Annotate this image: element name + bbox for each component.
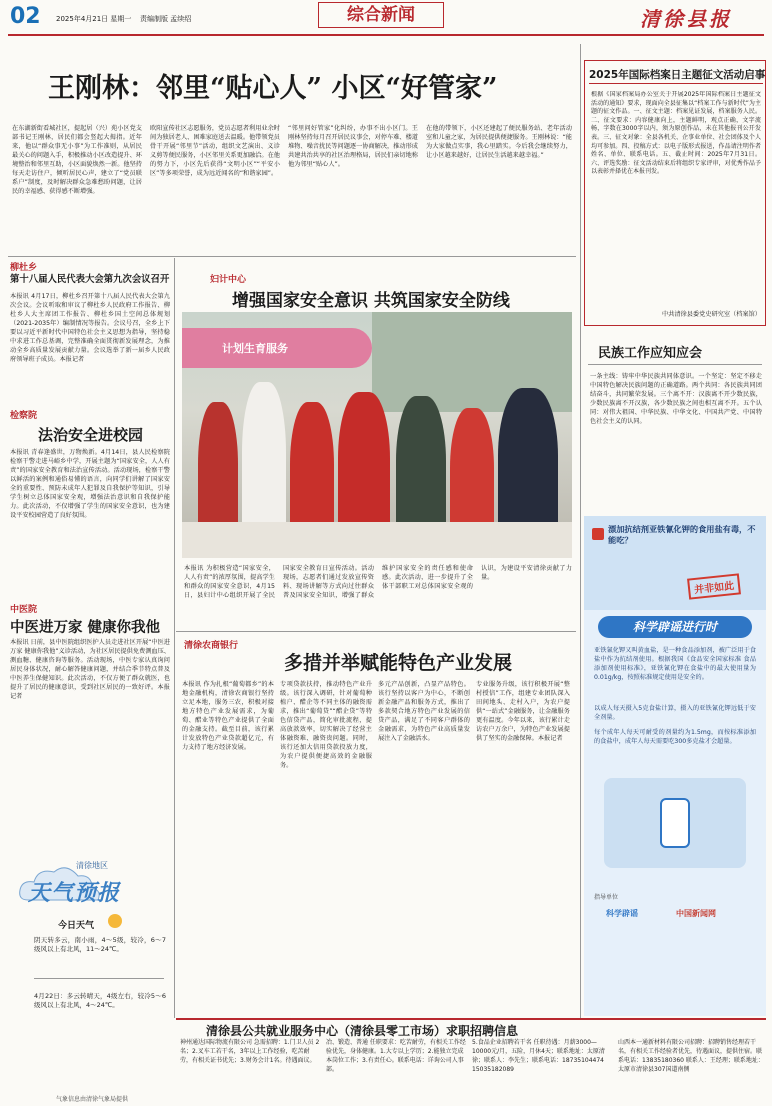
rural-bank-col-3: 多元产品创新，凸显产品特色。该行坚持以客户为中心，不断创新金融产品和服务方式，推出了多款契合地方特色产业发展的信贷产品，满足了不同客户群体的金融需求，为特色产业高质量发展注入了金融活水。 (378, 681, 470, 742)
lead-headline: 王刚林：邻里“贴心人” 小区“好管家” (48, 73, 498, 104)
weather-today-text: 阴天转多云，南小雨，4～5级，较冷，6～7级风以上有北风，11～24℃。 (34, 936, 166, 953)
procuratorate-tag: 检察院 (10, 411, 38, 421)
essay-notice-title: 2025年国际档案日主题征文活动启事 (589, 69, 766, 81)
lead-col-2: 欧阳宣传社区志愿服务，党员志愿者利用业余时间为独居老人、困难家庭送去温暖。他带领党员骨干开展“邻里节”活动，组织文艺演出、义诊义剪等便民服务，小区邻里关系更加融洽。在他的努力下，小区先后获得“文明小区”“平安小区”等多项荣誉，成为远近闻名的“和谐家园”。 (150, 125, 280, 177)
ad-banner-text: 科学辟谣进行时 (632, 620, 717, 634)
ad-header (584, 516, 766, 610)
weather-region: 清徐地区 (76, 861, 108, 870)
page-number: 02 (10, 4, 41, 29)
paper-logo: 清徐县报 (640, 7, 732, 31)
lead-divider (8, 256, 576, 257)
notice-title-underline (589, 83, 763, 84)
liudu-tag: 柳杜乡 (10, 263, 38, 273)
ad-stamp: 并非如此 (687, 573, 741, 599)
masthead-divider (8, 34, 764, 36)
lead-story (8, 44, 576, 256)
photo-banner (182, 328, 372, 368)
photo-banner-text: 计划生育服务 (222, 342, 288, 355)
salt-jar-icon (660, 798, 690, 848)
lead-col-4: 在他的带领下，小区还建起了便民服务站、老年活动室和儿童之家，为居民提供便捷服务。王刚林说：“能为大家做点实事，我心里踏实。今后我会继续努力，让小区越来越好，让居民生活越来越幸福。” (426, 125, 572, 159)
issue-date: 2025年4月21日 星期一 (56, 15, 132, 23)
rural-bank-col-1: 本报讯 作为扎根“葡萄都乡”的本地金融机构，清徐农商银行坚持立足本地，服务三农，积极对接地方特色产业发展需求，为葡萄、醋业等特色产业提供了全面的金融支持。截至目前，该行累计发放特色产业贷款超亿元，有力支持了地方经济发展。 (182, 681, 274, 751)
ad-body: 亚铁氰化钾又叫黄血盐，是一种食品添加剂，被广泛用于食盐中作为抗结剂使用。根据我国《食品安全国家标准 食品添加剂使用标准》，亚铁氰化钾在食盐中的最大使用量为0.01g/kg，按照标准规定使用是安全的。 (594, 647, 756, 681)
weather-source: 气象信息由清徐气象局提供 (56, 1096, 129, 1103)
tcm-headline: 中医进万家 健康你我他 (10, 620, 161, 636)
jobs-col-2: 冶、锻造、普通 任职要求：吃苦耐劳，有相关工作经验优先，身体健康。1.大专以上学历；2.能独立完成本岗位工作；3.有责任心。联系电话：详询公司人事部。 (326, 1039, 466, 1073)
ad-logo-1: 科学辟谣 (606, 909, 638, 918)
ad-highlight: 每个成年人每天可耐受的剂量约为1.5mg，而按标准添加的食盐中，成年人每天需要吃300多克盐才会超量。 (594, 729, 756, 745)
ad-banner (598, 616, 752, 638)
jobs-col-4: 山西本一通新材料有限公司招聘：招聘销售经理若干名，有相关工作经验者优先，待遇面议，提供住宿。联系电话：13835180360 联系人：王经理；联系地址：太原市清徐县307国道南侧 (618, 1039, 764, 1073)
ethnic-work-body: 一条主线：铸牢中华民族共同体意识。一个坚定：坚定不移走中国特色解决民族问题的正确道路。两个共同：各民族共同团结奋斗，共同繁荣发展。三个离不开：汉族离不开少数民族，少数民族离不开汉族，各少数民族之间也相互离不开。五个认同：对伟大祖国、中华民族、中华文化、中国共产党、中国特色社会主义的认同。 (590, 373, 762, 425)
jobs-col-3: 5.食品企业招聘若干名 任职待遇：月薪3000—10000元/月，五险，月休4天；联系地址：太原清徐；联系人：李先生；联系电话：18735104474 15035182089 (472, 1039, 605, 1073)
rural-bank-story (176, 634, 576, 1026)
section-title-text: 综合新闻 (347, 5, 415, 25)
procuratorate-body: 本报讯 青春逢盛世，万物焕新。4月14日，县人民检察院检察干警走进马峪乡中学，开展主题为“国家安全，人人有责”的国家安全教育和法治宣传活动。活动现场，检察干警以鲜活的案例和通俗易懂的语言，向同学们讲解了国家安全的重要性、预防未成年人犯罪及自我保护等知识，引导学生树立总体国家安全观，增强法治意识和自我保护能力。此次活动，不仅增强了学生的国家安全意识，也为建设平安校园营造了良好氛围。 (10, 449, 170, 519)
rural-bank-col-2: 专项贷款扶持，推动特色产业升级。该行深入调研，针对葡萄种植户、醋企等不同主体的融资需求，推出“葡萄贷”“醋企贷”等特色信贷产品，简化审批流程，提高放款效率，切实解决了经营主体融资难、融资贵问题。同时，该行还加大信用贷款投放力度，为农户提供便捷高效的金融服务。 (280, 681, 372, 769)
weather-box (8, 850, 172, 1106)
ad-footer-label: 指导单位 (594, 894, 619, 901)
essay-notice-signature: 中共清徐县委党史研究室（档案馆） (662, 311, 761, 318)
jobs-title: 清徐县公共就业服务中心（清徐县零工市场）求职招聘信息 (206, 1024, 519, 1038)
masthead (0, 0, 772, 36)
rural-bank-headline: 多措并举赋能特色产业发展 (284, 652, 513, 674)
science-ad (584, 516, 766, 1016)
weather-today-label: 今日天气 (58, 921, 95, 931)
jobs-top-rule (176, 1018, 766, 1020)
photo-table (182, 522, 572, 558)
tcm-hospital-tag: 中医院 (10, 605, 38, 615)
women-center-tag: 妇计中心 (210, 275, 247, 285)
event-photo (182, 312, 572, 558)
lead-col-3: “邻里问好管家”化纠纷，办事不出小区门。王刚林坚持每月召开居民议事会，对停车难、楼道堆物、噪音扰民等问题逐一协商解决，推动形成共建共治共享的社区治理格局，居民们亲切地称他为邻里“贴心人”。 (288, 125, 418, 168)
ethnic-work-box (584, 334, 766, 510)
weather-tomorrow-text: 4月22日：多云转晴天，4级左右，较冷5～6级风以上有北风，4～24℃。 (34, 992, 166, 1009)
ad-illustration (604, 778, 746, 868)
warning-icon (592, 528, 604, 540)
liudu-body: 本报讯 4月17日，柳杜乡召开第十八届人民代表大会第九次会议。会议听取和审议了柳杜乡人民政府工作报告、柳杜乡人大主席团工作报告、柳杜乡国土空间总体规划（2021-2035年）编制情况等报告。会议号召，全乡上下要以习近平新时代中国特色社会主义思想为指导，坚持稳中求进工作总基调，完整准确全面贯彻新发展理念，为推动全乡高质量发展贡献力量。会议选举了新一届乡人民政府领导班子成员。本报记者 (10, 293, 170, 363)
women-divider (176, 631, 576, 632)
rural-bank-tag: 清徐农商银行 (184, 641, 239, 651)
ethnic-title-rule (588, 364, 762, 365)
jobs-col-1: 神州通达国际物流有限公司 急需招聘：1.门卫人员 2名；2.叉车工若干名，3年以上工作经验，吃苦耐劳，有相关证书优先；3.财务会计1名。待遇面议。 (180, 1039, 320, 1064)
ethnic-work-title: 民族工作应知应会 (598, 346, 703, 361)
women-center-story (176, 258, 576, 630)
essay-notice (584, 60, 766, 326)
lead-col-1: 在东湖新街看城社区，提起居（兴）苑小区党支部书记王刚林，居民们都会竖起大拇指。近年来，他以“群众事无小事”为工作准则，从居民最关心的问题入手，积极推动小区改造提升、环境整治和邻里互助，小区面貌焕然一新。他坚持每天走访住户，倾听居民心声，建立了“党员联系户”制度，及时解决群众急难愁盼问题，让居民的幸福感、获得感不断增强。 (12, 125, 142, 195)
ad-logo-2: 中国新闻网 (676, 909, 716, 918)
left-column (8, 258, 172, 868)
weather-divider (34, 978, 164, 979)
editor-credit: 责编制版 孟续绍 (140, 15, 192, 23)
right-col-divider (580, 44, 581, 1018)
rural-bank-col-4: 专业服务升级，该行积极开展“整村授信”工作，组建专业团队深入田间地头、走村入户，为农户提供“一站式”金融服务，让金融服务更有温度。今年以来，该行累计走访农户万余户，为特色产业发展提供了坚实的金融保障。本报记者 (476, 681, 570, 742)
ad-rumor-text: 漂加抗结剂亚铁氰化钾的食用盐有毒，不能吃？ (608, 524, 756, 545)
sun-icon (108, 914, 122, 928)
essay-notice-body: 根据《国家档案局办公室关于开展2025年国际档案日主题征文活动的通知》要求，现面向全县征集以“档案工作与新时代”为主题的征文作品。一、征文主题：档案见证发展，档案服务人民。二、征文要求：内容健康向上，主题鲜明，观点正确，文字流畅，字数在3000字以内，须为原创作品，未在其他报刊公开发表。三、征文对象：全县各机关、企事业单位、社会团体及个人均可参加。四、投稿方式：以电子版形式报送，作品请注明作者姓名、单位、联系电话。五、截止时间：2025年7月31日。六、评选奖励：征文活动结束后将组织专家评审，对优秀作品予以表彰并择优在本报刊发。 (591, 91, 761, 176)
women-center-headline: 增强国家安全意识 共筑国家安全防线 (232, 291, 510, 311)
procuratorate-headline: 法治安全进校园 (38, 426, 144, 444)
liudu-headline: 第十八届人民代表大会第九次会议召开 (10, 274, 170, 285)
section-title (318, 2, 444, 28)
ad-note: 以成人每天摄入5克食盐计算，摄入的亚铁氰化钾远低于安全剂量。 (594, 705, 756, 721)
weather-title: 天气预报 (28, 881, 121, 906)
women-center-body: 本报讯 为积极营造“国家安全，人人有责”的浓厚氛围，提高学生和群众的国家安全意识，4月15日，县妇计中心组织开展了全民国家安全教育日宣传活动。活动现场，志愿者们通过发放宣传资料、现场讲解等方式向过往群众普及国家安全知识，增强了群众维护国家安全的责任感和使命感。此次活动，进一步提升了全体干部职工对总体国家安全观的认识，为建设平安清徐贡献了力量。 (184, 565, 572, 599)
tcm-body: 本报讯 日前，县中医院组织医护人员走进社区开展“中医进万家 健康你我他”义诊活动，为社区居民提供免费测血压、测血糖、健康咨询等服务。活动现场，中医专家认真询问居民身体状况，耐心解答健康问题，并结合季节特点普及中医养生保健知识。此次活动，不仅方便了群众就医，也提升了居民的健康意识，受到社区居民的一致好评。本报记者 (10, 639, 170, 700)
left-col-divider (174, 258, 175, 1018)
